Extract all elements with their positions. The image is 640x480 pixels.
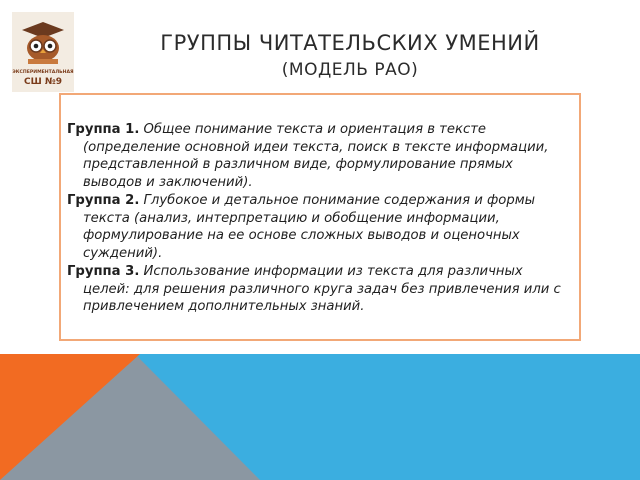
group-text: Общее понимание текста и ориентация в тексте (определение основной идеи текста, поиск в тексте информации, представленной в различном виде, формулирование прямых выводов и заключений). — [83, 122, 549, 190]
logo-text-top: ЭКСПЕРИМЕНТАЛЬНАЯ — [12, 70, 74, 75]
group-label: Группа 3. — [67, 264, 140, 279]
page-title: ГРУППЫ ЧИТАТЕЛЬСКИХ УМЕНИЙ — [160, 31, 540, 55]
group-text: Глубокое и детальное понимание содержания и формы текста (анализ, интерпретацию и обобщение информации, формулирование на ее основе сложных выводов и оценочных суждений). — [83, 193, 536, 261]
school-logo — [12, 12, 74, 92]
group-label: Группа 1. — [67, 122, 140, 137]
content-box — [59, 93, 581, 341]
logo-text-bottom: СШ №9 — [24, 77, 62, 87]
group-text: Использование информации из текста для различных целей: для решения различного круга задач без привлечения или с привлечением дополнительных знаний. — [83, 264, 561, 314]
group-item-1 — [67, 121, 565, 191]
page-subtitle: (МОДЕЛЬ РАО) — [281, 60, 419, 80]
group-label: Группа 2. — [67, 193, 140, 208]
slide-title — [90, 30, 610, 82]
group-item-3 — [67, 263, 565, 316]
group-item-2 — [67, 192, 565, 262]
